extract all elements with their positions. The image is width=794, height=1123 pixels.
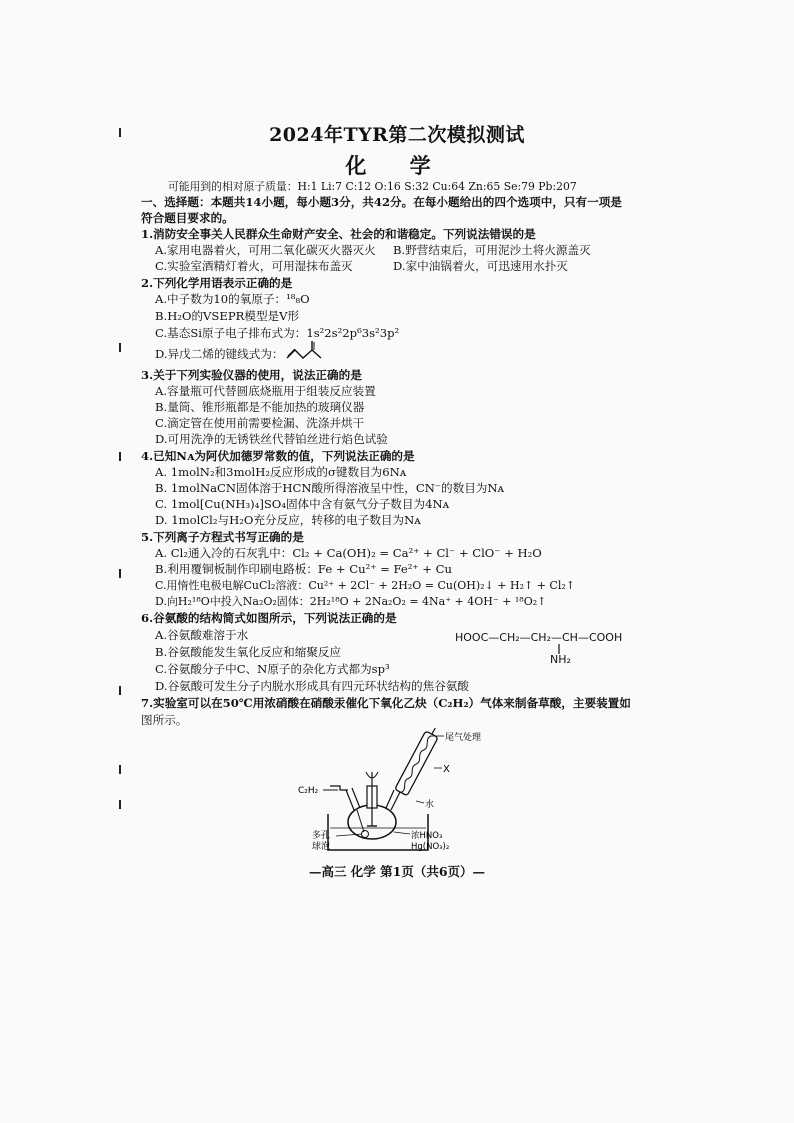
q6-option-c: C.谷氨酸分子中C、N原子的杂化方式都为sp³ [155,662,390,676]
q5-stem: 5.下列离子方程式书写正确的是 [141,530,304,544]
q1-option-b: B.野营结束后，可用泥沙土将火源盖灭 [393,243,591,257]
q2-stem: 2.下列化学用语表示正确的是 [141,276,293,290]
q2-option-b: B.H₂O的VSEPR模型是V形 [155,309,300,323]
scan-mark [119,452,121,461]
scan-mark [119,686,121,695]
q1-stem: 1.消防安全事关人民群众生命财产安全、社会的和谐稳定。下列说法错误的是 [141,227,536,241]
page-footer: —高三 化学 第1页（共6页）— [308,864,486,879]
q5-option-b: B.利用覆铜板制作印刷电路板：Fe + Cu²⁺ = Fe²⁺ + Cu [155,562,452,576]
q4-stem: 4.已知Nᴀ为阿伏加德罗常数的值，下列说法正确的是 [141,449,415,463]
q3-option-c: C.滴定管在使用前需要检漏、洗涤并烘干 [155,416,365,430]
label-catalyst: Hg(NO₃)₂ [411,842,450,852]
label-tail-gas: 尾气处理 [445,733,482,743]
q6-option-d: D.谷氨酸可发生分子内脱水形成具有四元环状结构的焦谷氨酸 [155,679,470,693]
q3-option-a: A.容量瓶可代替圆底烧瓶用于组装反应装置 [155,384,376,398]
q3-stem: 3.关于下列实验仪器的使用，说法正确的是 [141,368,362,382]
q2-option-c: C.基态Si原子电子排布式为：1s²2s²2p⁶3s²3p² [155,326,400,340]
glutamic-acid-formula: HOOC—CH₂—CH₂—CH—COOH [455,631,623,644]
glutamic-acid-amino-group: NH₂ [550,653,571,666]
subject-title: 化 学 [345,153,449,178]
label-water: 水 [425,800,435,810]
q3-option-d: D.可用洗净的无锈铁丝代替铂丝进行焰色试验 [155,432,388,446]
exam-title: 2024年TYR第二次模拟测试 [269,124,525,146]
q1-option-a: A.家用电器着火，可用二氧化碳灭火器灭火 [155,243,376,257]
q4-option-c: C. 1mol[Cu(NH₃)₄]SO₄固体中含有氨气分子数目为4Nᴀ [155,497,450,511]
q4-option-d: D. 1molCl₂与H₂O充分反应，转移的电子数目为Nᴀ [155,513,421,527]
section-heading: 一、选择题：本题共14小题，每小题3分，共42分。在每小题给出的四个选项中，只有一项是 [141,195,622,209]
atomic-masses: 可能用到的相对原子质量：H:1 Li:7 C:12 O:16 S:32 Cu:64 Zn:65 Se:79 Pb:207 [168,180,577,193]
q6-option-a: A.谷氨酸难溶于水 [155,628,249,642]
scan-mark [119,765,121,774]
q3-option-b: B.量筒、锥形瓶都是不能加热的玻璃仪器 [155,400,365,414]
label-bubbler-2: 球泡 [312,842,331,852]
q2-option-a: A.中子数为10的氧原子：¹⁸₈O [155,292,310,306]
q4-option-b: B. 1molNaCN固体溶于HCN酸所得溶液呈中性，CN⁻的数目为Nᴀ [155,481,505,495]
q2-option-d: D.异戊二烯的键线式为： [155,347,284,361]
q4-option-a: A. 1molN₂和3molH₂反应形成的σ键数目为6Nᴀ [155,465,407,479]
q7-stem: 7.实验室可以在50℃用浓硝酸在硝酸汞催化下氧化乙炔（C₂H₂）气体来制备草酸，主要装置如 [141,696,631,710]
q5-option-c: C.用惰性电极电解CuCl₂溶液：Cu²⁺ + 2Cl⁻ + 2H₂O = Cu(OH)₂↓ + H₂↑ + Cl₂↑ [155,579,575,592]
q5-option-a: A. Cl₂通入冷的石灰乳中：Cl₂ + Ca(OH)₂ = Ca²⁺ + Cl⁻ + ClO⁻ + H₂O [155,546,542,560]
section-heading-cont: 符合题目要求的。 [141,211,234,225]
apparatus-diagram [290,728,530,858]
q1-option-c: C.实验室酒精灯着火，可用湿抹布盖灭 [155,259,353,273]
q1-option-d: D.家中油锅着火，可迅速用水扑灭 [393,259,568,273]
label-x: X [443,764,450,775]
q6-stem: 6.谷氨酸的结构简式如图所示，下列说法正确的是 [141,611,397,625]
label-bubbler-1: 多孔 [312,831,331,841]
label-c2h2: C₂H₂ [298,786,319,796]
q6-option-b: B.谷氨酸能发生氧化反应和缩聚反应 [155,645,342,659]
scan-mark [119,343,121,352]
q7-stem-cont: 图所示。 [141,713,188,727]
q5-option-d: D.向H₂¹⁸O中投入Na₂O₂固体：2H₂¹⁸O + 2Na₂O₂ = 4Na⁺ + 4OH⁻ + ¹⁸O₂↑ [155,595,547,608]
isoprene-skeletal-formula [285,340,331,362]
scan-mark [119,569,121,578]
label-acid: 浓HNO₃ [411,831,443,841]
scan-mark [119,800,121,809]
